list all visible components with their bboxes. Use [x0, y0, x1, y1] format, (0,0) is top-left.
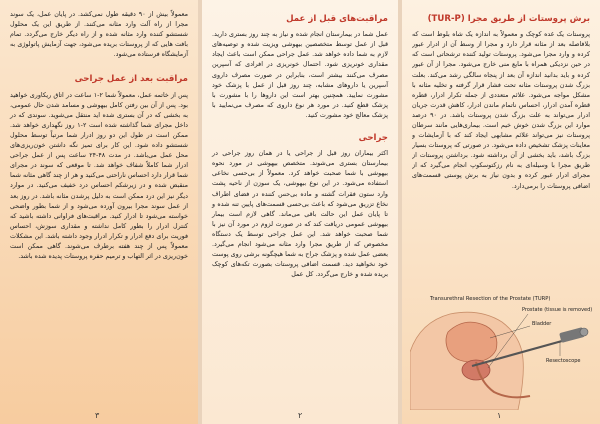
surgery-heading: جراحی [358, 133, 388, 144]
resectoscope-label: Resectoscope [546, 358, 581, 364]
page-number-1: ۱ [497, 411, 502, 420]
bladder-shape [446, 322, 497, 362]
figure-title: Transurethral Resection of the Prostate (TURP) [430, 296, 551, 302]
pre-op-care-paragraph: عمل شما در بیمارستان انجام شده و نیاز به چند روز بستری دارید. قبل از عمل توسط متخصصین بیهوشی ویزیت شده و توصیه‌های لازم به شما داده خواهد شد. عمل جراحی ممکن است باعث ایجاد مقداری خونریزی شود. احتمال خونریزی در افرادی که آسپرین مصرف می‌کنند بیشتر است، بنابراین در صورت مصرف داروی آسپرین یا داروهای مشابه، چند روز قبل از عمل با پزشک خود مشورت نمایید. همچنین بهتر است این داروها را با مشورت با پزشک قطع کنید. در مورد هر نوع داروی که مصرف می‌نمایید با پزشک معالج خود مشورت کنید. [212, 31, 388, 119]
page-number-2: ۲ [298, 411, 303, 420]
turp-illustration [410, 292, 594, 410]
resectoscope-eyepiece [580, 328, 588, 336]
bladder-label: Bladder [532, 321, 552, 327]
prostate-label: Prostate (tissue is removed) [522, 307, 593, 313]
turp-intro-paragraph: پروستات یک غده کوچک و معمولاً به اندازه یک شاه بلوط است که بلافاصله بعد از مثانه قرار دارد و مجرا از وسط آن از ادرار عبور کرده و وارد مجرا می‌شود. پروستات تولید کننده ترشحاتی است که در حین نزدیکی همراه با مایع منی خارج می‌شود. مجرا از آن عبور کرده و باید بدانید اندازه آن بعد از پنجاه سالگی رشد می‌کند. بعلت بزرگ شدن پروستات مثانه تحت فشار قرار گرفته و تخلیه مثانه با مشکل مواجه می‌شود. علائم متعددی از جمله تکرار ادرار، قطره قطره آمدن ادرار، احساس ناتمام ماندن ادرار، کاهش قدرت جریان ادرار می‌تواند به علت بزرگ شدن پروستات باشد. در ۹۰ درصد موارد این بزرگ شدن خوش خیم است. بیماری‌هایی مانند سرطان پروستات نیز می‌تواند علائم مشابهی ایجاد کند که با آزمایشات و معاینات پزشک تشخیص داده می‌شود. در صورتی که پروستات بسیار بزرگ باشد، باید بخشی از آن برداشته شود. برداشتن پروستات از طریق مجرا با وسیله‌ای به نام رزکتوسکوپ انجام می‌گیرد که از مجرای ادرار عبور کرده و بدون نیاز به برش پوستی قسمت‌های اضافی پروستات را برمی‌دارد. [412, 31, 590, 190]
post-op-care-paragraph: پس از خاتمه عمل، معمولاً شما ۲-۱ ساعت در اتاق ریکاوری خواهید بود. پس از آن بین رفتن کامل بیهوشی و مسامد شدن حال عمومی، به بخشی که در آن بستری شده اید منتقل می‌شوید. سوندی که در داخل مجرای شما گذاشته شده است ۲-۱ روز نگهداری خواهد شد. ممکن است در طول این دو روز ادرار شما مرتباً توسط محلول شستشو داده شود. این کار برای تمیز نگه داشتن خون‌ریزی‌های محل عمل می‌باشد. در مدت ۴۸-۲۴ ساعت پس از عمل جراحی ادرار شما کاملاً شفاف خواهد شد. تا موقعی که سوند در مجرای شما قرار دارد احساس ناراحتی می‌کنید و هر از چند گاهی مثانه شما منقبض شده و در زیرشکم احساس درد خفیف می‌کنید. در موارد دیگر نیز این درد ممکن است به دلیل پرشدن مثانه باشد. در روز بعد از عمل سوند مجرا بیرون آورده می‌شود و از شما بطور واضحی خواسته می‌شود تا ادرار کنید. مراقبت‌های فراوانی داشته باشید که کنترل ادرار را بطور کامل نداشته و مقداری سوزش، احساس فوریت برای دفع ادرار و تکرار ادرار وجود داشته باشد. این مشکلات معمولاً پس از چند هفته برطرف می‌شوند. گاهی ممکن است خون‌ریزی در اثر التهاب و ترمیم حفره پروستات پدیده شده باشد. [10, 91, 188, 261]
page-2-panel [202, 0, 398, 424]
page-number-3: ۳ [95, 411, 100, 420]
page-3-panel [0, 0, 198, 424]
page-3-intro-paragraph: معمولاً بیش از ۹۰ دقیقه طول نمی‌کشد. در پایان عمل، یک سوند مجرا از راه آلت وارد مثانه می‌کنند. از طریق این یک محلول شستشو کننده وارد مثانه شده و از راه دیگر خارج می‌گردد. تمام بافت هایی که از پروستات بریده می‌شود، جهت آزمایش پاتولوژی به آزمایشگاه فرستاده می‌شود. [10, 11, 188, 59]
pre-op-care-heading: مراقبت‌های قبل از عمل [286, 14, 388, 24]
post-op-care-heading: مراقبت بعد از عمل جراحی [74, 74, 188, 85]
surgery-paragraph: اکثر بیماران روز قبل از جراحی یا در همان روز جراحی در بیمارستان بستری می‌شوند. متخصص بیهوشی در مورد نحوه بیهوشی با شما صحبت خواهد کرد. معمولاً از بی‌حسی نخاعی استفاده می‌شود. در این نوع بیهوشی، یک سوزن از ناحیه پشت وارد ستون فقرات گشته و ماده بی‌حس کننده در فضای اطراف نخاع تزریق می‌شود که باعث بی‌حسی قسمت‌های پایین تنه شده و تا پایان عمل این حالت باقی می‌ماند. گاهی لازم است بیمار بیهوشی عمومی دریافت کند که در صورت لزوم در مورد آن نیز با شما صحبت خواهد شد. این عمل جراحی توسط یک دستگاه مخصوص که از طریق مجرا وارد مثانه می‌شود انجام می‌گیرد. بعضی عمل شده و پزشک جراح به شما هیچگونه برشی روی پوست خود نخواهید دید. قسمت اضافی پروستات بصورت تکه‌های کوچک بریده شده و خارج می‌گردد. کل عمل [212, 150, 388, 279]
turp-heading: برش پروستات از طریق مجرا (TUR-P) [427, 14, 590, 24]
turp-diagram-svg [410, 292, 594, 410]
